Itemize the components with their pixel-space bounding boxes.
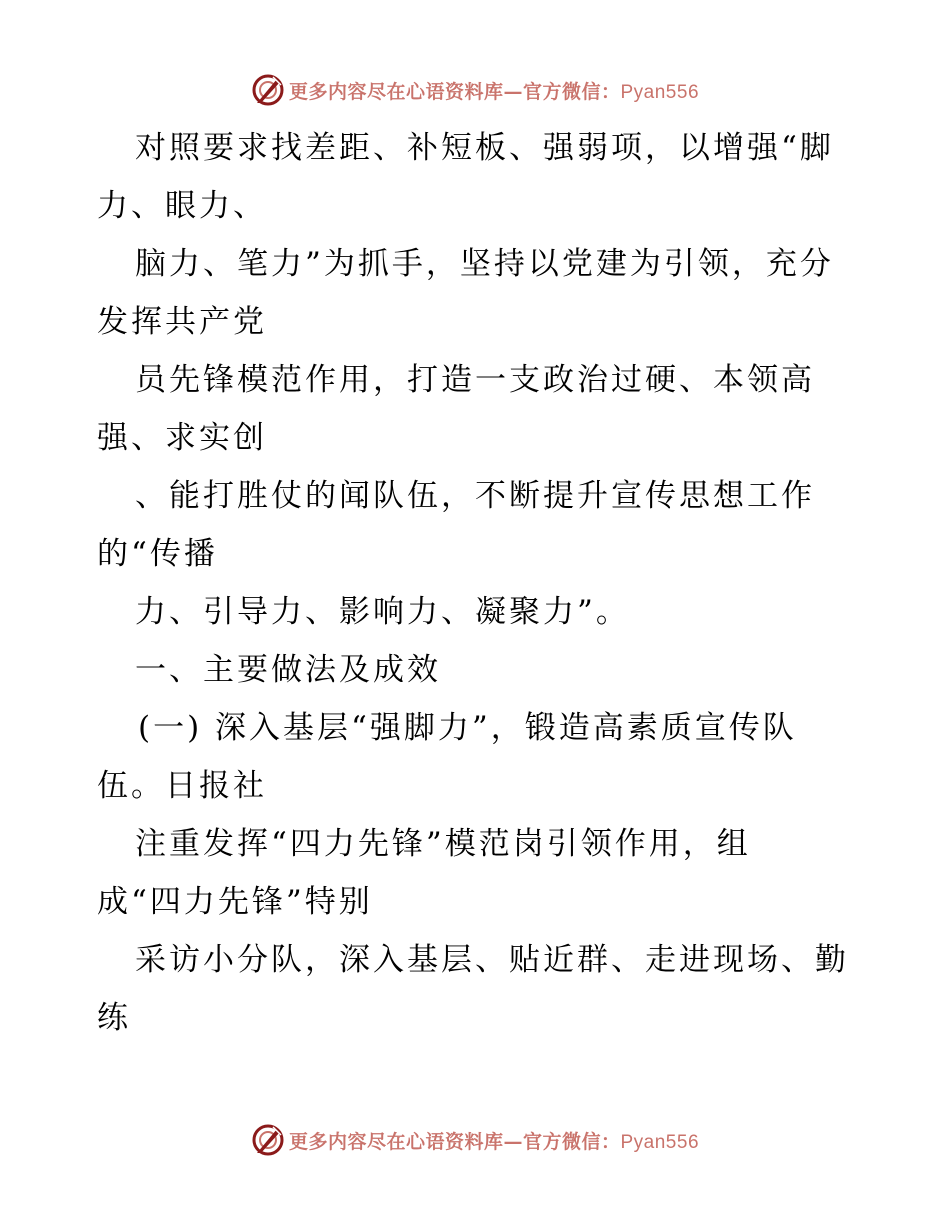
footer-watermark [0, 1120, 950, 1160]
body-line: 力、眼力、 [97, 188, 267, 224]
subsection-heading: (一) 深入基层“强脚力”，锻造高素质宣传队 [138, 710, 797, 746]
body-line: 发挥共产党 [97, 304, 267, 340]
body-line: 员先锋模范作用，打造一支政治过硬、本领高 [135, 362, 815, 398]
body-line: 注重发挥“四力先锋”模范岗引领作用，组 [135, 826, 751, 862]
quill-logo-icon [251, 73, 285, 107]
body-line: 采访小分队，深入基层、贴近群、走进现场、勤 [135, 942, 849, 978]
body-line: 、能打胜仗的闻队伍，不断提升宣传思想工作 [135, 478, 815, 514]
watermark-text: 更多内容尽在心语资料库—官方微信：Pyan556 [288, 1130, 700, 1153]
body-line: 的“传播 [97, 536, 218, 572]
quill-logo-icon [251, 1123, 285, 1157]
section-heading: 一、主要做法及成效 [135, 652, 441, 688]
body-line: 脑力、笔力”为抓手，坚持以党建为引领，充分 [135, 246, 834, 282]
body-line: 对照要求找差距、补短板、强弱项，以增强“脚 [135, 130, 834, 166]
body-line: 练 [97, 1000, 131, 1036]
body-line: 力、引导力、影响力、凝聚力”。 [135, 594, 630, 630]
watermark-text: 更多内容尽在心语资料库—官方微信：Pyan556 [288, 80, 700, 103]
body-line: 伍。日报社 [97, 768, 267, 804]
header-watermark [0, 70, 950, 110]
body-line: 强、求实创 [97, 420, 267, 456]
body-line: 成“四力先锋”特别 [97, 884, 373, 920]
